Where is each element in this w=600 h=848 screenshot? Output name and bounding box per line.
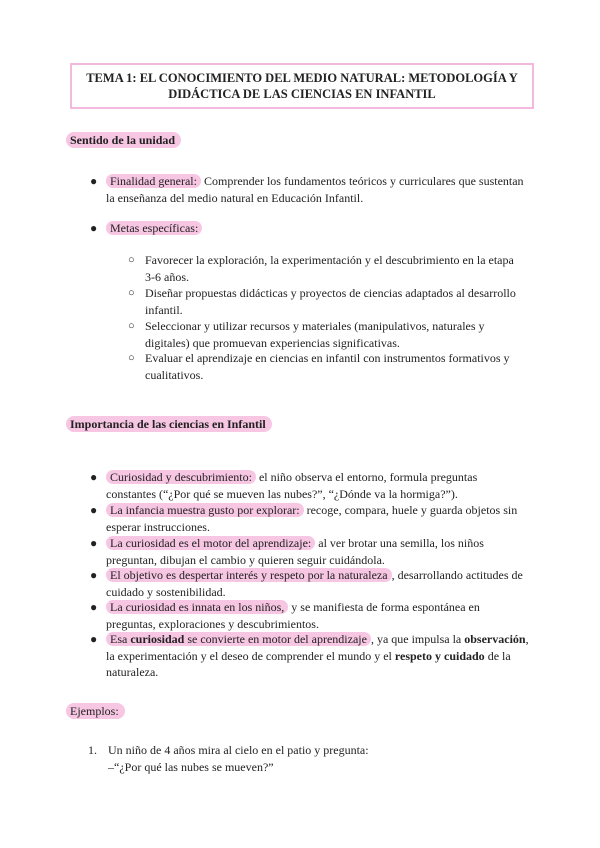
circle-bullet-icon: ○ <box>128 254 135 266</box>
section-heading-importancia: Importancia de las ciencias en Infantil <box>66 417 272 432</box>
example-quote: –“¿Por qué las nubes se mueven?” <box>108 759 274 774</box>
bullet-icon: ● <box>90 503 98 517</box>
bullet-icon: ● <box>90 632 98 646</box>
section-heading-sentido: Sentido de la unidad <box>66 133 181 148</box>
meta-item: Diseñar propuestas didácticas y proyectos de ciencias adaptados al desarrollo infantil. <box>145 286 516 317</box>
importancia-item: Curiosidad y descubrimiento: el niño observa el entorno, formula preguntas constantes (“¿Por qué se mueven las nubes?”, “¿Dónde va la hormiga?”). <box>106 470 478 501</box>
importancia-item: La curiosidad es el motor del aprendizaje: al ver brotar una semilla, los niños preguntan, dibujan el cambio y quieren seguir cuidándola. <box>106 536 484 567</box>
example-number: 1. <box>88 743 97 757</box>
bullet-icon: ● <box>90 470 98 484</box>
bullet-icon: ● <box>90 600 98 614</box>
finalidad-label: Finalidad general: <box>106 174 201 188</box>
finalidad-paragraph: Finalidad general: Comprender los fundamentos teóricos y curriculares que sustentan la enseñanza del medio natural en Educación Infantil. <box>106 174 524 205</box>
title-line-2: DIDÁCTICA DE LAS CIENCIAS EN INFANTIL <box>168 87 436 101</box>
circle-bullet-icon: ○ <box>128 287 135 299</box>
meta-item: Seleccionar y utilizar recursos y materiales (manipulativos, naturales y digitales) que promuevan experiencias significativas. <box>145 319 485 350</box>
circle-bullet-icon: ○ <box>128 320 135 332</box>
metas-label: Metas específicas: <box>106 220 202 237</box>
importancia-item-last: Esa curiosidad se convierte en motor del aprendizaje , ya que impulsa la observación, la experimentación y el deseo de comprender el mundo y el respeto y cuidado de la naturaleza. <box>106 632 529 679</box>
importancia-item: La infancia muestra gusto por explorar: recoge, compara, huele y guarda objetos sin esperar instrucciones. <box>106 503 518 534</box>
importancia-item: El objetivo es despertar interés y respeto por la naturaleza , desarrollando actitudes de cuidado y sostenibilidad. <box>106 568 523 599</box>
bullet-icon: ● <box>90 174 98 188</box>
bullet-icon: ● <box>90 536 98 550</box>
section-heading-ejemplos: Ejemplos: <box>66 704 125 719</box>
importancia-item: La curiosidad es innata en los niños, y se manifiesta de forma espontánea en preguntas, exploraciones y descubrimientos. <box>106 600 480 631</box>
meta-item: Favorecer la exploración, la experimentación y el descubrimiento en la etapa 3-6 años. <box>145 253 514 284</box>
meta-item: Evaluar el aprendizaje en ciencias en infantil con instrumentos formativos y cualitativos. <box>145 351 510 382</box>
example-item: Un niño de 4 años mira al cielo en el patio y pregunta: –“¿Por qué las nubes se mueven?” <box>108 743 369 774</box>
title-line-1: TEMA 1: EL CONOCIMIENTO DEL MEDIO NATURAL: METODOLOGÍA Y <box>86 71 518 85</box>
bullet-icon: ● <box>90 221 98 235</box>
title-box <box>70 63 534 109</box>
circle-bullet-icon: ○ <box>128 352 135 364</box>
bullet-icon: ● <box>90 568 98 582</box>
